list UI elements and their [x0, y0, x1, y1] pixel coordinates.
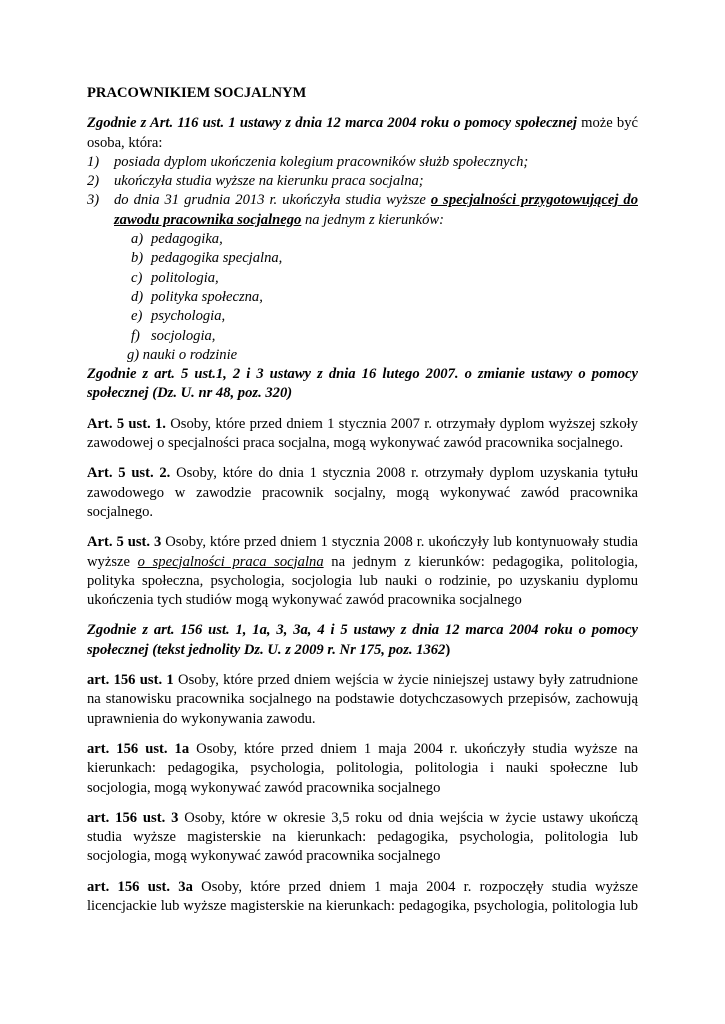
list-item: [131, 230, 638, 249]
art5-ust2-paragraph: [87, 464, 638, 522]
list-letter: d): [131, 288, 144, 305]
list-item: [131, 327, 638, 346]
article-text: Osoby, które przed dniem wejścia w życie niniejszej ustawy były zatrudnione na stanowisku pracownika socjalnego na podstawie dotychczasowych przepisów, zachowują uprawnienia do wykonywania zawodu.: [87, 672, 638, 727]
list-text: do dnia 31 grudnia 2013 r. ukończyła studia wyższe: [114, 192, 431, 209]
art156-ust3-paragraph: [87, 809, 638, 867]
list-letter: a): [131, 231, 144, 248]
list-text: ukończyła studia wyższe na kierunku praca socjalna;: [114, 173, 424, 190]
art156-ust1-paragraph: [87, 671, 638, 729]
art156-ust3a-paragraph: [87, 878, 638, 917]
list-item: [87, 172, 638, 191]
article-label: art. 156 ust. 1: [87, 672, 174, 689]
art5-ust3-paragraph: [87, 533, 638, 610]
article-label: Art. 5 ust. 3: [87, 534, 162, 551]
article-text: na jednym z kierunków: pedagogika, politologia, polityka społeczna, psychologia, socjologia lub nauki o rodzinie, po uzyskaniu dyplomu ukończenia tych studiów mogą wykonywać zawód pracownika socjalnego: [87, 553, 638, 609]
article-label: art. 156 ust. 1a: [87, 740, 190, 757]
intro-paragraph: [87, 114, 638, 153]
list-letter: e): [131, 308, 143, 325]
article-label: Art. 5 ust. 2.: [87, 465, 171, 482]
intro-rest: może być osoba, która:: [87, 115, 638, 151]
list-item: [87, 191, 638, 230]
section-heading-text: Zgodnie z art. 156 ust. 1, 1a, 3, 3a, 4 i 5 ustawy z dnia 12 marca 2004 roku o pomocy społecznej (tekst jednolity Dz. U. z 2009 r. Nr 175, poz. 1362: [87, 622, 638, 658]
article-label: Art. 5 ust. 1.: [87, 415, 166, 432]
list-text: polityka społeczna,: [151, 288, 263, 305]
article-text: Osoby, które przed dniem 1 stycznia 2007 r. otrzymały dyplom wyższej szkoły zawodowej o specjalności praca socjalna, mogą wykonywać zawód pracownika socjalnego.: [87, 415, 638, 452]
article-text: Osoby, które przed dniem 1 stycznia 2008 r. ukończyły lub kontynuowały studia wyższe: [87, 534, 639, 570]
specialization-emphasis: o specjalności przygotowującej do zawodu pracownika socjalnego: [114, 192, 638, 228]
list-item: [131, 307, 638, 326]
article-text: Osoby, które w okresie 3,5 roku od dnia wejścia w życie ustawy ukończą studia wyższe magisterskie na kierunkach: pedagogika, psychologia, politologia lub socjologia, mogą wykonywać zawód pracownika socjalnego: [87, 809, 638, 865]
art5-ust1-paragraph: [87, 415, 638, 454]
list-letter: c): [131, 269, 143, 286]
list-item: [131, 249, 638, 268]
conditions-list: [87, 153, 638, 230]
list-text: pedagogika,: [151, 231, 223, 248]
specialization-emphasis: o specjalności praca socjalna: [137, 553, 324, 570]
article-label: art. 156 ust. 3a: [87, 878, 193, 895]
article-text: Osoby, które przed dniem 1 maja 2004 r. rozpoczęły studia wyższe licencjackie lub wyższe magisterskie na kierunkach: pedagogika, psychologia, politologia lub: [87, 878, 638, 914]
document-page: [87, 84, 638, 916]
intro-legal-reference: Zgodnie z Art. 116 ust. 1 ustawy z dnia 12 marca 2004 roku o pomocy społecznej: [87, 115, 577, 132]
list-text: politologia,: [151, 269, 219, 286]
list-number: 1): [87, 153, 100, 170]
section-heading-close: ): [445, 641, 451, 658]
list-item: g) nauki o rodzinie: [127, 346, 238, 363]
list-text: na jednym z kierunków:: [301, 211, 444, 228]
list-text: psychologia,: [151, 308, 226, 325]
list-item: [131, 269, 638, 288]
list-letter: f): [131, 327, 140, 344]
list-text: pedagogika specjalna,: [151, 250, 283, 267]
list-number: 2): [87, 173, 100, 190]
section-heading-art5: Zgodnie z art. 5 ust.1, 2 i 3 ustawy z dnia 16 lutego 2007. o zmianie ustawy o pomocy społecznej (Dz. U. nr 48, poz. 320): [87, 366, 638, 402]
list-letter: b): [131, 250, 144, 267]
document-heading: PRACOWNIKIEM SOCJALNYM: [87, 85, 307, 101]
article-label: art. 156 ust. 3: [87, 809, 179, 826]
list-item: [87, 153, 638, 172]
article-text: Osoby, które do dnia 1 stycznia 2008 r. otrzymały dyplom uzyskania tytułu zawodowego w zawodzie pracownik socjalny, mogą wykonywać zawód pracownika socjalnego.: [87, 465, 638, 520]
section-heading-art156: [87, 621, 638, 660]
article-text: Osoby, które przed dniem 1 maja 2004 r. ukończyły studia wyższe na kierunkach: pedagogika, psychologia, politologia, politologia i nauki społeczne lub socjologia, mogą wykonywać zawód pracownika socjalnego: [87, 740, 638, 796]
list-item: [131, 288, 638, 307]
list-text: socjologia,: [151, 327, 216, 344]
fields-list: [127, 230, 638, 365]
art156-ust1a-paragraph: [87, 740, 638, 798]
list-text: posiada dyplom ukończenia kolegium pracowników służb społecznych;: [114, 153, 529, 170]
list-number: 3): [87, 192, 100, 209]
